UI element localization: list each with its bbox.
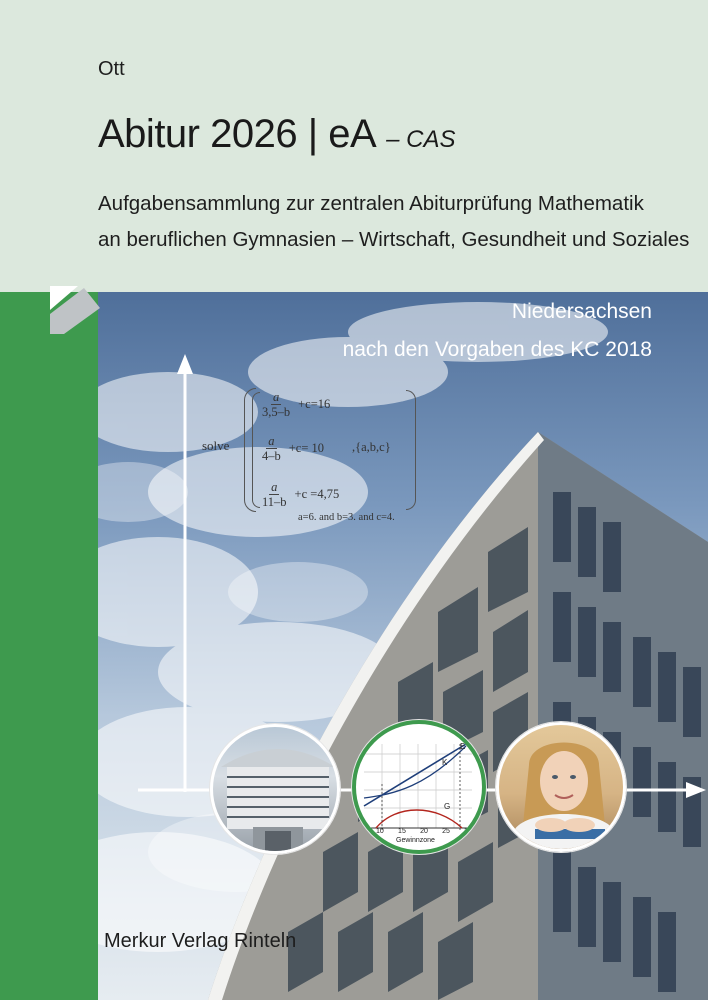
equation-2 [260, 434, 324, 463]
building-photo [213, 727, 340, 854]
equation-3 [260, 480, 339, 509]
tick-label: 15 [398, 828, 406, 835]
graph-xlabel: Gewinnzone [396, 837, 435, 844]
book-title [98, 112, 456, 157]
region-label: Niedersachsen [511, 300, 652, 323]
curriculum-label: nach den Vorgaben des KC 2018 [342, 338, 652, 361]
eq1-denominator: 3,5–b [262, 405, 291, 419]
graph-label-k: K [442, 758, 448, 767]
right-brace [406, 390, 416, 510]
author-name: Ott [98, 58, 125, 80]
eq3-numerator: a [271, 480, 278, 494]
eq2-rest: +c= 10 [288, 441, 325, 455]
title-band [0, 0, 708, 292]
solve-keyword: solve [202, 438, 230, 453]
graph-label-g: G [444, 802, 451, 811]
building-photo-circle [210, 724, 340, 854]
publisher-corner-logo [44, 268, 100, 334]
eq3-rest: +c =4,75 [294, 487, 340, 501]
title-main: Abitur 2026 | eA [98, 112, 377, 156]
left-brace-inner [252, 392, 260, 508]
eq1-rest: +c=16 [298, 397, 331, 411]
subtitle-line-2: an beruflichen Gymnasien – Wirtschaft, Gesundheit und Soziales [98, 228, 690, 251]
student-photo-circle [496, 722, 626, 852]
tick-label: 25 [442, 828, 450, 835]
cas-formula [202, 388, 432, 528]
graph-x-ticks [376, 828, 472, 835]
tick-label: 20 [420, 828, 428, 835]
variables-list: ,{a,b,c} [352, 440, 391, 454]
solution-result: a=6. and b=3. and c=4. [298, 512, 395, 523]
green-side-strip [0, 292, 98, 1000]
graph-label-e: E [460, 742, 466, 751]
eq2-denominator: 4–b [262, 449, 281, 463]
eq3-denominator: 11–b [262, 495, 287, 509]
equation-1 [260, 390, 330, 419]
function-graph-circle [352, 720, 486, 854]
tick-label: 30 [464, 828, 472, 835]
eq1-numerator: a [272, 390, 280, 404]
eq2-numerator: a [268, 434, 275, 448]
tick-label: 10 [376, 828, 384, 835]
title-suffix: – CAS [386, 126, 456, 153]
subtitle-line-1: Aufgabensammlung zur zentralen Abiturprüfung Mathematik [98, 192, 644, 215]
publisher-name: Merkur Verlag Rinteln [104, 930, 297, 952]
student-photo [499, 725, 626, 852]
